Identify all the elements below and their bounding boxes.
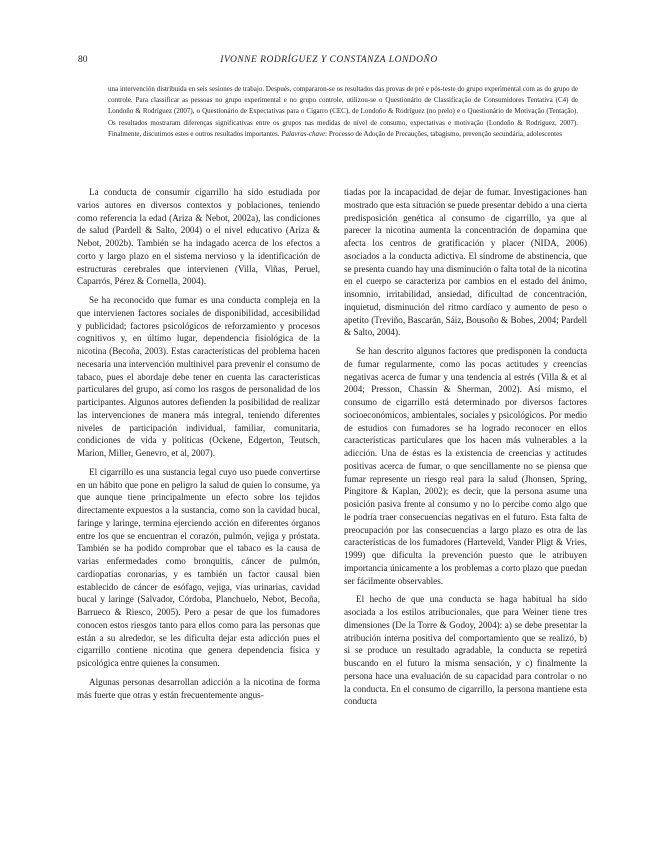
body-columns — [77, 186, 587, 708]
abstract-text: una intervención distribuida en seis sesiones de trabajo. Después, compararon-se os resultados das provas de pré e pós-teste do grupo experimental com as do grupo de controle. Para classificar as pessoas no grupo experimental e no grupo controle, utilizou-se o Questionário de Classificação de Consumidores Tentativa (C4) de Londoño & Rodríguez (2007), o Questionário de Expectativas para o Cigarro (CEC), de Londoño & Rodríguez (no prelo) e o Questionário de Motivação (Tentação). Os resultados mostraram diferenças significativas entre os grupos nas medidas de nível de consumo, expectativas e motivação (Londoño & Rodríguez, 2007). Finalmente, discutimos estes e outros resultados importantes. — [108, 85, 578, 138]
running-head: IVONNE RODRÍGUEZ Y CONSTANZA LONDOÑO — [220, 55, 438, 65]
paragraph: La conducta de consumir cigarrillo ha sido estudiada por varios autores en diversos contextos y poblaciones, teniendo como referencia la edad (Ariza & Nebot, 2002a), las condiciones de salud (Pardell & Salto, 2004) o el nivel educativo (Ariza & Nebot, 2002b). También se ha indagado acerca de los efectos a corto y largo plazo en el sistema nervioso y la identificación de estructuras cerebrales que intervienen (Villa, Viñas, Peruel, Caparrós, Pérez & Cornella, 2004). — [77, 187, 320, 287]
paragraph: Se ha reconocido que fumar es una conducta compleja en la que intervienen factores sociales de disponibilidad, accesibilidad y publicidad; factores psicológicos de reforzamiento y procesos cognitivos y, en último lugar, dependencia fisiológica de la nicotina (Becoña, 2003). Estas características del problema hacen necesaria una intervención multinivel para prevenir el consumo de tabaco, pues el abordaje debe tener en cuenta las características particulares del grupo, así como los rasgos de personalidad de los participantes. Algunos autores defienden la posibilidad de realizar las intervenciones de manera más integral, teniendo diferentes niveles de participación individual, familiar, comunitaria, condiciones de vida y políticas (Ockene, Edgerton, Teutsch, Marion, Miller, Genevro, et al, 2007). — [77, 295, 320, 458]
page-number: 80 — [78, 55, 88, 65]
paragraph: Algunas personas desarrollan adicción a la nicotina de forma más fuerte que otras y están frecuentemente angus- — [77, 676, 320, 700]
page-header — [78, 55, 580, 71]
left-column — [77, 186, 320, 708]
keywords-label: Palavras-chave — [281, 129, 326, 138]
keywords-text: : Processo de Adoção de Precauções, tabagismo, prevenção secundária, adolescentes — [325, 129, 562, 138]
abstract-block — [108, 84, 578, 140]
paragraph: El hecho de que una conducta se haga habitual ha sido asociada a los estilos atribucionales, que para Weiner tiene tres dimensiones (De la Torre & Godoy, 2004): a) se debe presentar la atribución interna positiva del comportamiento que se realizó, b) si se produce un resultado agradable, la conducta se repetirá buscando en el futuro la misma sensación, y c) finalmente la persona hace una evaluación de su capacidad para controlar o no la conducta. En el consumo de cigarrillo, la persona mantiene esta conducta — [344, 594, 587, 707]
paragraph: Se han descrito algunos factores que predisponen la conducta de fumar regularmente, como las pocas actitudes y creencias negativas acerca de fumar y una tendencia al estrés (Villa & et al 2004; Presson, Chassin & Sherman, 2002). Así mismo, el consumo de cigarrillo está determinado por diversos factores socioeconómicos, ambientales, sociales y psicológicos. Por medio de estudios con fumadores se ha logrado reconocer en ellos características particulares que los hacen más vulnerables a la adicción. Una de éstas es la existencia de creencias y actitudes positivas acerca de fumar, o que sencillamente no se piensa que fumar represente un riesgo real para la salud (Jhonsen, Spring, Pingitore & Kaplan, 2002); es decir, que la persona asume una posición pasiva frente al consumo y no lo percibe como algo que le podría traer consecuencias negativas en el futuro. Esta falta de preocupación por las consecuencias a largo plazo es otra de las características de los fumadores (Harteveld, Vander Pligt & Vries, 1999) que dificulta la prevención puesto que le atribuyen importancia únicamente a los problemas a corto plazo que puedan ser fácilmente observables. — [344, 346, 587, 586]
paragraph: tiadas por la incapacidad de dejar de fumar. Investigaciones han mostrado que esta situación se puede presentar debido a una cierta predisposición genética al consumo de cigarrillo, ya que al parecer la nicotina aumenta la concentración de dopamina que afecta los centros de gratificación y placer (NIDA, 2006) asociados a la conducta adictiva. El síndrome de abstinencia, que se presenta cuando hay una disminución o falta total de la nicotina en el cuerpo se caracteriza por cambios en el estado del ánimo, insomnio, irritabilidad, ansiedad, dificultad de concentración, inquietud, disminución del ritmo cardíaco y aumento de peso o apetito (Treviño, Bascarán, Sáiz, Bousoño & Bobes, 2004; Pardell & Salto, 2004). — [344, 187, 587, 338]
paragraph: El cigarrillo es una sustancia legal cuyo uso puede convertirse en un hábito que pone en peligro la salud de quien lo consume, ya que aunque tiene principalmente un efecto sobre los tejidos directamente expuestos a la sustancia, como son la cavidad bucal, faringe y laringe, termina ejerciendo acción en diferentes órganos entre los que se encuentran el corazón, pulmón, vejiga y próstata. También se ha podido comprobar que el tabaco es la causa de varias enfermedades como bronquitis, cáncer de pulmón, cardiopatías coronarias, y es también un factor causal bien establecido de cáncer de esófago, vejiga, vías urinarias, cavidad bucal y laringe (Salvador, Córdoba, Planchuelo, Nebot, Becoña, Barrueco & Riesco, 2005). Pero a pesar de que los fumadores conocen estos riesgos tanto para ellos como para las personas que están a su alrededor, se les dificulta dejar esta adicción pues el cigarrillo contiene nicotina que genera dependencia física y psicológica entre quienes la consumen. — [77, 466, 320, 668]
right-column — [344, 186, 587, 708]
